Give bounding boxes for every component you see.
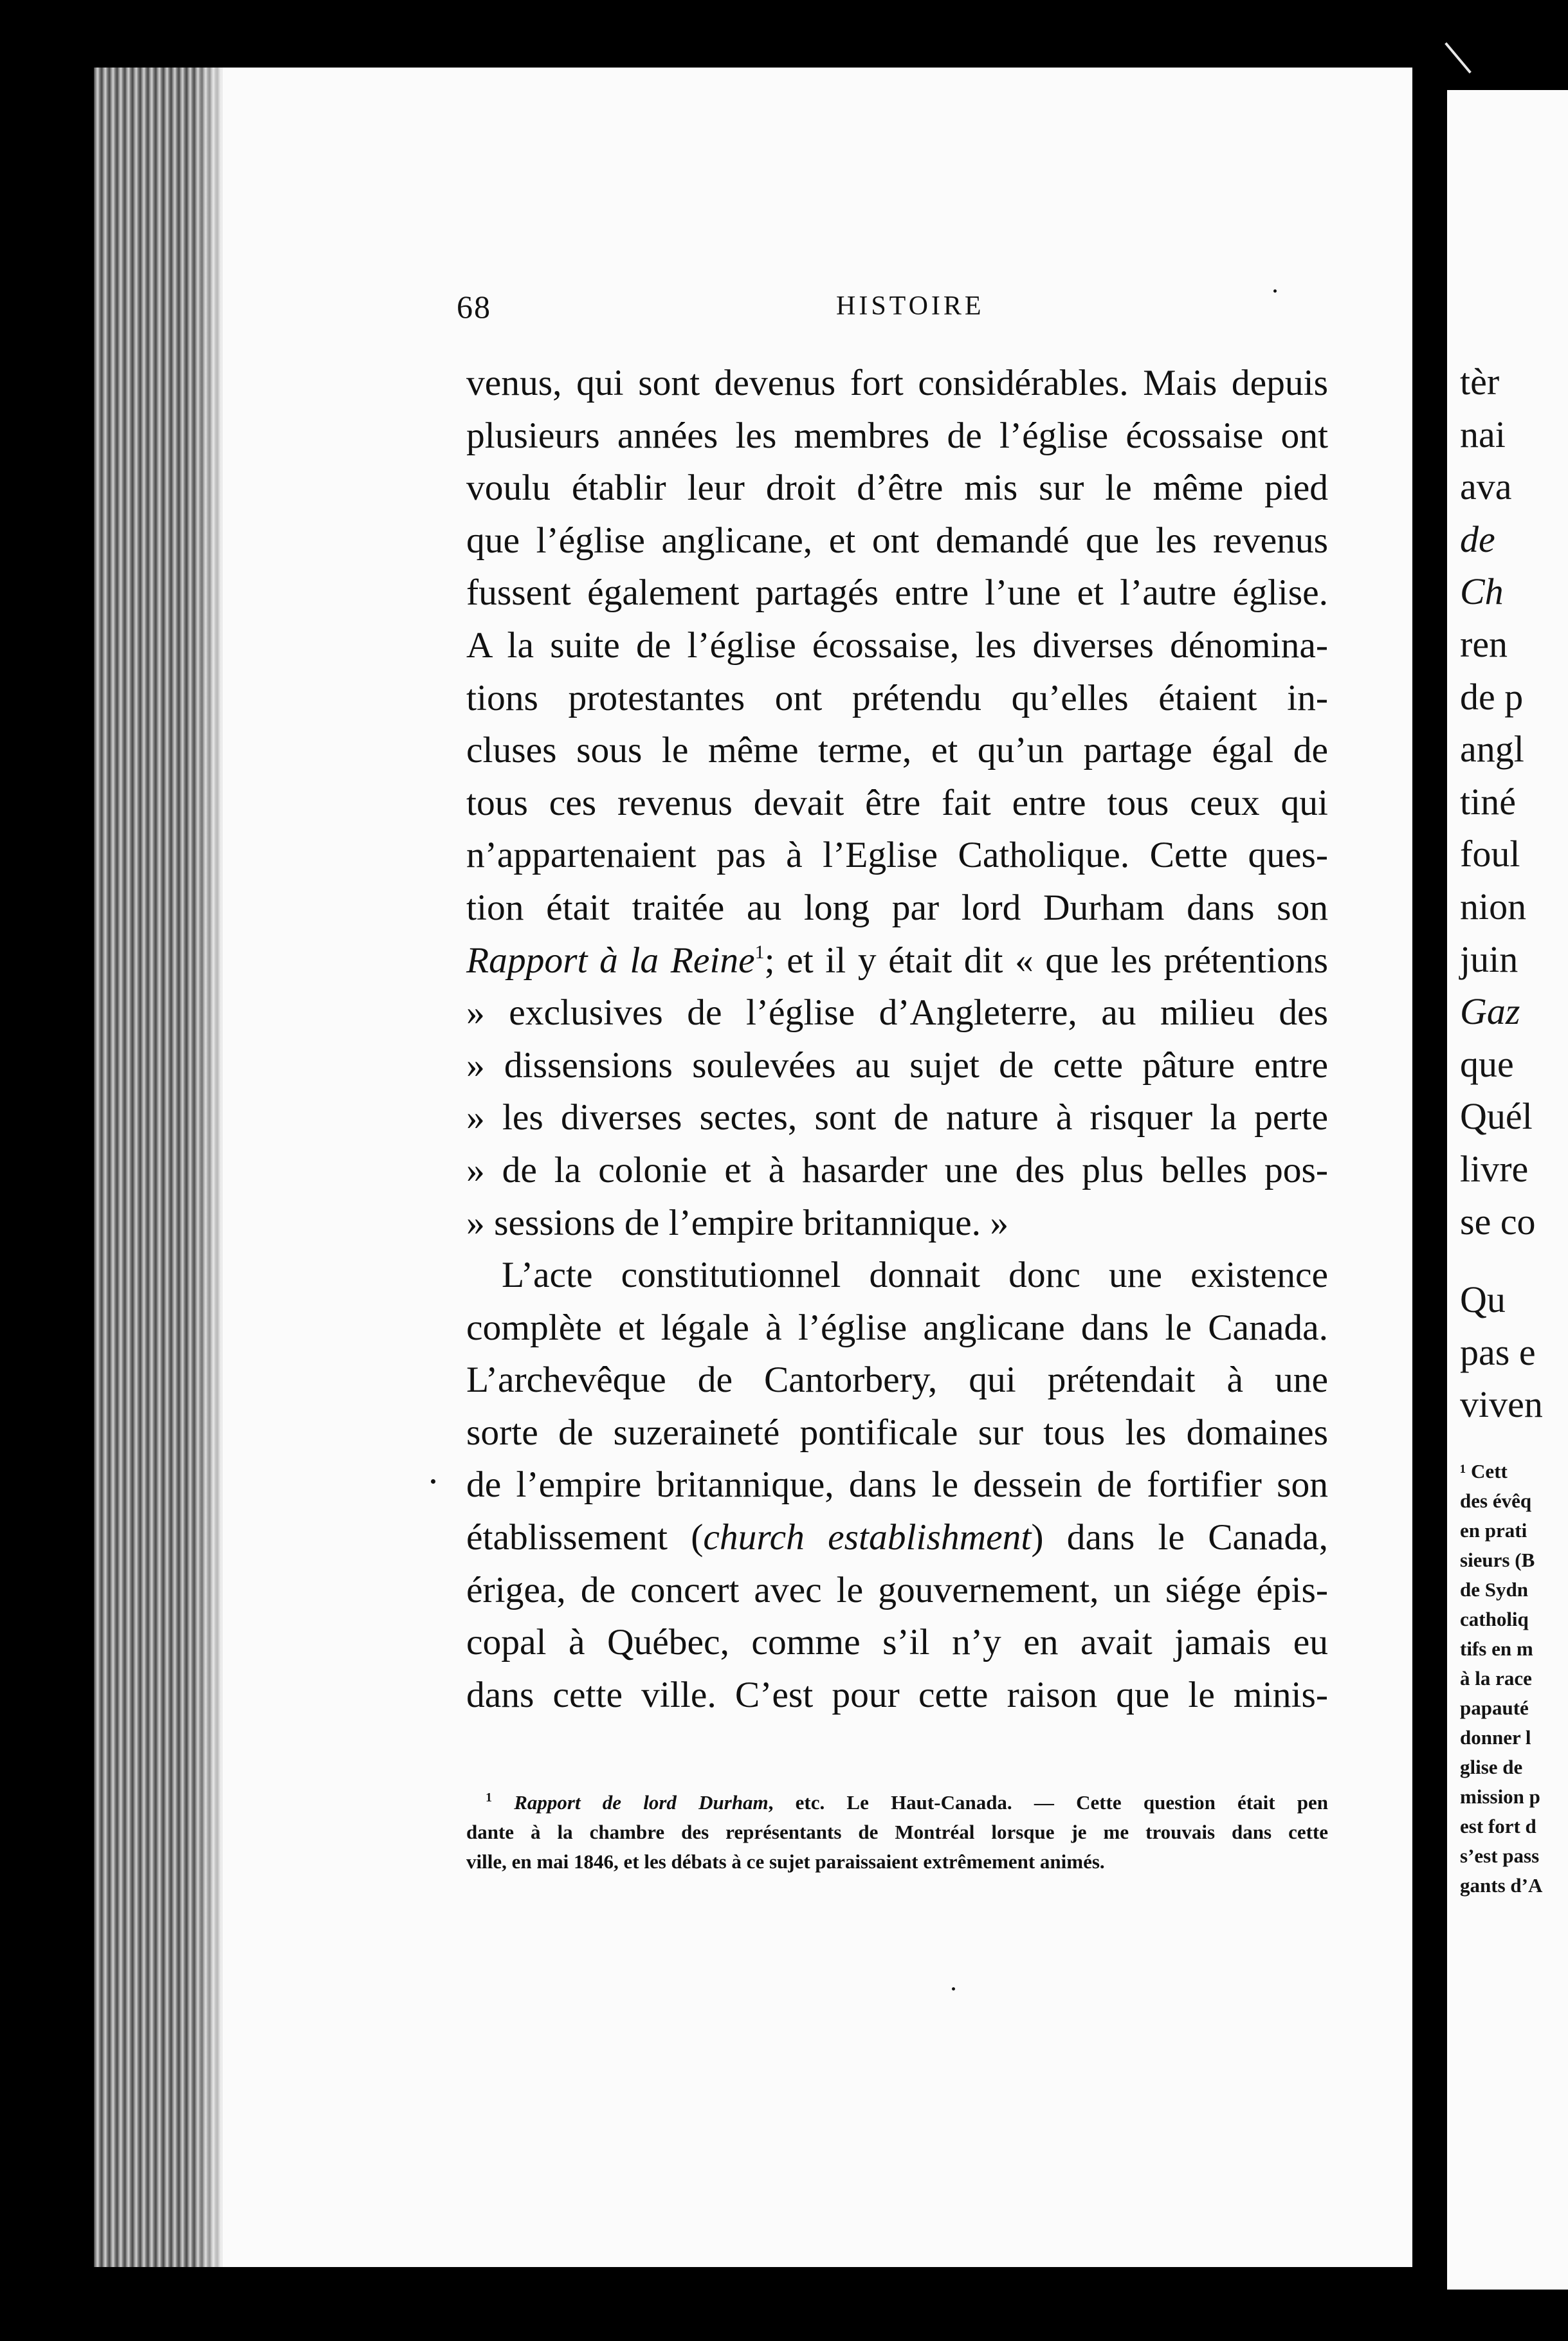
facing-page-note: catholiq — [1460, 1608, 1529, 1630]
facing-page-line: juin — [1460, 938, 1518, 980]
facing-page-fragment — [1447, 90, 1568, 2290]
body-text — [466, 357, 1328, 1721]
footnote-mark: 1 — [486, 1790, 492, 1805]
facing-page-note: glise de — [1460, 1756, 1523, 1778]
text-line: tous ces revenus devait être fait entre tous ceux qui — [466, 782, 1328, 823]
facing-page-line: tiné — [1460, 780, 1516, 823]
text-line: cluses sous le même terme, et qu’un partage égal de — [466, 730, 1328, 771]
facing-page-note: est fort d — [1460, 1815, 1536, 1837]
text-line: dans cette ville. C’est pour cette raison que le minis- — [466, 1674, 1328, 1715]
quote-line: » sessions de l’empire britannique. » — [466, 1202, 1009, 1243]
text-line: tion était traitée au long par lord Durham dans son — [466, 887, 1328, 928]
facing-page-line: livre — [1460, 1148, 1529, 1190]
facing-page-line: tèr — [1460, 361, 1500, 403]
facing-page-note: à la race — [1460, 1667, 1532, 1690]
footnote — [466, 1788, 1328, 1877]
text-line: venus, qui sont devenus fort considérables. Mais depuis — [466, 363, 1328, 403]
facing-page-line: Ch — [1460, 570, 1504, 613]
text-line: érigea, de concert avec le gouvernement, un siége épis- — [466, 1569, 1328, 1610]
text-line: que l’église anglicane, et ont demandé que les revenus — [466, 520, 1328, 561]
facing-page-note: s’est pass — [1460, 1845, 1540, 1867]
footnote-line: dante à la chambre des représentants de Montréal lorsque je me trouvais dans cette — [466, 1821, 1328, 1843]
facing-page-note: sieurs (B — [1460, 1549, 1535, 1571]
text-line: A la suite de l’église écossaise, les diverses dénomina- — [466, 624, 1328, 666]
quote-line: » exclusives de l’église d’Angleterre, au milieu des — [466, 992, 1328, 1034]
text-line: copal à Québec, comme s’il n’y en avait jamais eu — [466, 1622, 1328, 1663]
facing-page-note: mission p — [1460, 1785, 1540, 1808]
text-line: fussent également partagés entre l’une et l’autre église. — [466, 572, 1328, 614]
facing-page-line: ren — [1460, 623, 1508, 665]
facing-page-line: Gaz — [1460, 990, 1520, 1033]
text-line: voulu établir leur droit d’être mis sur le même pied — [466, 468, 1328, 509]
facing-page-line: viven — [1460, 1383, 1543, 1426]
text-line: sorte de suzeraineté pontificale sur tous les domaines — [466, 1412, 1328, 1453]
facing-page-line: Quél — [1460, 1095, 1533, 1138]
facing-page-note: de Sydn — [1460, 1578, 1528, 1601]
speck — [952, 1987, 955, 1990]
footnote-ref: 1 — [754, 941, 765, 963]
facing-page-line: de p — [1460, 675, 1524, 718]
quote-line: » dissensions soulevées au sujet de cette pâture entre — [466, 1044, 1328, 1086]
facing-page-line: nai — [1460, 413, 1506, 455]
facing-page-line: Qu — [1460, 1279, 1506, 1321]
running-head: HISTOIRE — [836, 291, 985, 321]
quote-line: » de la colonie et à hasarder une des plus belles pos- — [466, 1149, 1328, 1190]
facing-page-line: nion — [1460, 886, 1527, 927]
facing-page-line: que — [1460, 1043, 1514, 1085]
facing-page-note: tifs en m — [1460, 1637, 1533, 1660]
text-line: n’appartenaient pas à l’Eglise Catholique. Cette ques- — [466, 835, 1328, 876]
speck — [1273, 289, 1277, 293]
text-line: complète et légale à l’église anglicane dans le Canada. — [466, 1307, 1328, 1348]
quote-line: » les diverses sectes, sont de nature à risquer la perte — [466, 1097, 1328, 1138]
facing-page-note: ¹ Cett — [1460, 1460, 1508, 1482]
facing-page-line: pas e — [1460, 1331, 1536, 1373]
footnote-line: $^1$ Rapport de lord Durham, etc. Le Haut-Canada. — Cette question était pen — [486, 1790, 1328, 1814]
facing-page-note: gants d’A — [1460, 1874, 1543, 1897]
facing-page-note: papauté — [1460, 1697, 1529, 1719]
facing-page-line: se co — [1460, 1200, 1536, 1243]
text-line: tions protestantes ont prétendu qu’elles étaient in- — [466, 677, 1328, 718]
text-line: de l’empire britannique, dans le dessein de fortifier son — [466, 1464, 1328, 1506]
footnote-line: ville, en mai 1846, et les débats à ce sujet paraissaient extrêmement animés. — [466, 1850, 1105, 1873]
text-line: L’acte constitutionnel donnait donc une existence — [502, 1255, 1328, 1296]
text-line: Rapport à la Reine$^1$; et il y était dit « que les prétentions — [466, 940, 1328, 981]
facing-page-note: des évêq — [1460, 1489, 1532, 1512]
italic-title: Rapport à la Reine — [466, 940, 755, 981]
facing-page-line: angl — [1460, 728, 1524, 770]
speck — [431, 1479, 435, 1484]
facing-page-line: de — [1460, 518, 1495, 560]
italic-phrase: church establishment — [703, 1517, 1032, 1558]
facing-page-note: donner l — [1460, 1726, 1531, 1749]
facing-page-note: en prati — [1460, 1519, 1527, 1542]
text-line: L’archevêque de Cantorbery, qui prétendait à une — [466, 1360, 1328, 1401]
text-line: plusieurs années les membres de l’église écossaise ont — [466, 415, 1328, 456]
facing-page-line: foul — [1460, 833, 1520, 875]
text-line: établissement (church establishment) dans le Canada, — [466, 1517, 1328, 1558]
facing-page-line: ava — [1460, 466, 1512, 508]
page-number: 68 — [457, 289, 491, 325]
